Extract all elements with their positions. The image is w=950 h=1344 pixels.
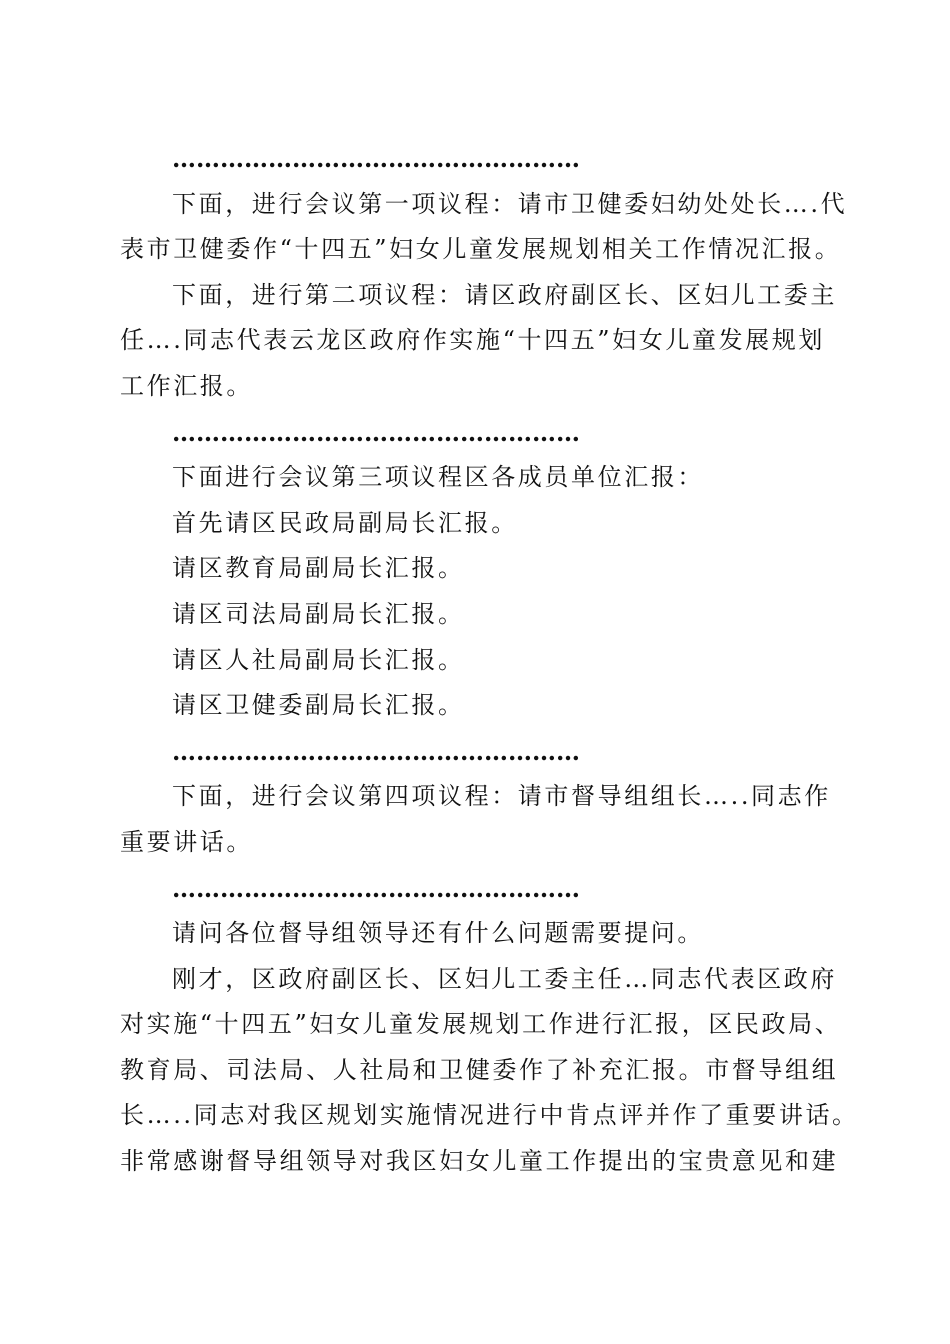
paragraph-agenda-4: [120, 774, 831, 865]
separator-dots-1: ……………………………………………: [172, 144, 580, 173]
paragraph-line: 对实施“十四五”妇女儿童发展规划工作进行汇报，区民政局、: [120, 1010, 842, 1039]
paragraph-line: 下面，进行会议第一项议程：请市卫健委妇幼处处长….代: [172, 189, 848, 218]
paragraph-questions: [120, 911, 826, 957]
separator-dots-2: ……………………………………………: [172, 417, 580, 447]
paragraph-line: 教育局、司法局、人社局和卫健委作了补充汇报。市督导组组: [120, 1055, 839, 1084]
paragraph-line: 请问各位督导组领导还有什么问题需要提问。: [172, 919, 704, 948]
paragraph-line: 刚才，区政府副区长、区妇儿工委主任…同志代表区政府: [172, 964, 837, 993]
list-item: 请区司法局副局长汇报。: [172, 599, 465, 628]
list-item: 首先请区民政局副局长汇报。: [172, 508, 518, 537]
list-item: 请区人社局副局长汇报。: [172, 645, 465, 674]
paragraph-agenda-1: [120, 182, 848, 273]
separator-dots-3: ……………………………………………: [172, 736, 580, 766]
paragraph-agenda-2: [120, 273, 837, 410]
document-body: [120, 136, 859, 1185]
paragraph-line: 下面进行会议第三项议程区各成员单位汇报：: [172, 463, 704, 492]
paragraph-line: 非常感谢督导组领导对我区妇女儿童工作提出的宝贵意见和建: [120, 1147, 839, 1176]
paragraph-line: 下面，进行第二项议程：请区政府副区长、区妇儿工委主: [172, 280, 837, 309]
paragraph-summary: [120, 957, 859, 1185]
list-item: 请区教育局副局长汇报。: [172, 554, 465, 583]
paragraph-line: 长…..同志对我区规划实施情况进行中肯点评并作了重要讲话。: [120, 1101, 859, 1130]
paragraph-line: 重要讲话。: [120, 827, 253, 856]
paragraph-line: 表市卫健委作“十四五”妇女儿童发展规划相关工作情况汇报。: [120, 235, 842, 264]
list-item: 请区卫健委副局长汇报。: [172, 691, 465, 720]
paragraph-line: 工作汇报。: [120, 371, 253, 400]
paragraph-agenda-3: [120, 455, 826, 729]
paragraph-line: 任….同志代表云龙区政府作实施“十四五”妇女儿童发展规划: [120, 326, 825, 355]
separator-dots-4: ……………………………………………: [172, 873, 580, 903]
paragraph-line: 下面，进行会议第四项议程：请市督导组组长…..同志作: [172, 782, 831, 811]
